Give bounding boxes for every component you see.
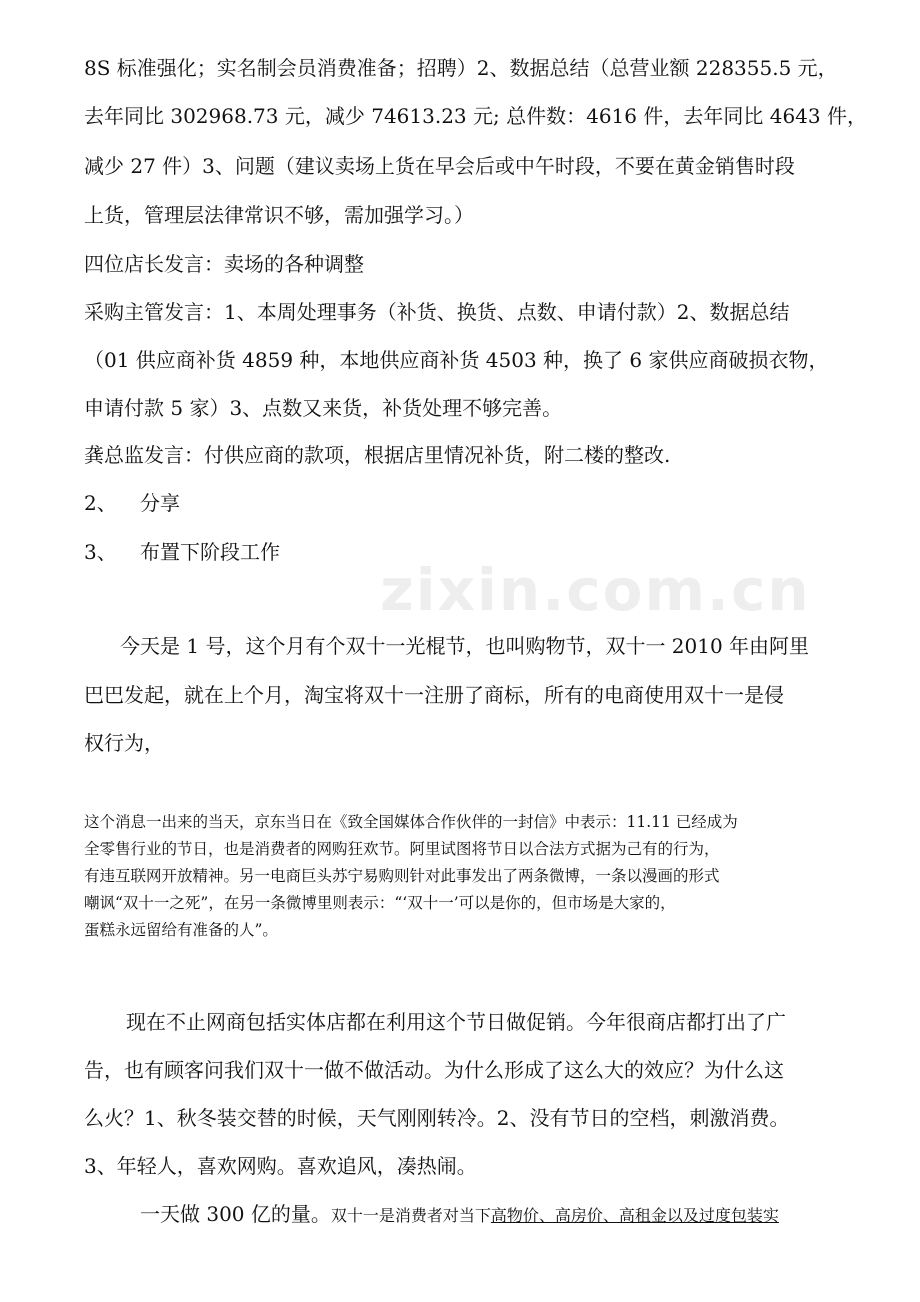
list-item [84, 489, 850, 517]
paragraph-line: 今天是 1 号，这个月有个双十一光棍节，也叫购物节，双十一 2010 年由阿里 [120, 634, 810, 658]
quote-line: 这个消息一出来的当天，京东当日在《致全国媒体合作伙伴的一封信》中表示：11.11 已经成为 [84, 813, 738, 831]
underlined-text: 高物价、高房价、高租金以及过度包装实 [490, 1206, 779, 1225]
list-text: 布置下阶段工作 [140, 540, 280, 564]
watermark: zixin.com.cn [380, 556, 811, 624]
small-text: 双十一是消费者对当下 [330, 1206, 491, 1225]
list-item [84, 538, 850, 566]
paragraph-director: 龚总监发言：付供应商的款项，根据店里情况补货，附二楼的整改. [84, 443, 671, 467]
quote-line: 嘲讽“双十一之死”，在另一条微博里则表示：“‘双十一’可以是你的，但市场是大家的， [84, 894, 676, 912]
paragraph-line: 现在不止网商包括实体店都在利用这个节日做促销。今年很商店都打出了广 [126, 1010, 786, 1034]
paragraph-line: 去年同比 302968.73 元，减少 74613.23 元; 总件数：4616 件，去年同比 4643 件， [84, 104, 867, 128]
list-text: 分享 [140, 491, 180, 515]
paragraph-line: 3、年轻人，喜欢网购。喜欢追风，凑热闹。 [84, 1154, 477, 1178]
quote-line: 有违互联网开放精神。另一电商巨头苏宁易购则针对此事发出了两条微博，一条以漫画的形式 [84, 867, 720, 885]
paragraph-store-managers: 四位店长发言：卖场的各种调整 [84, 252, 364, 276]
paragraph-line: 告，也有顾客问我们双十一做不做活动。为什么形成了这么大的效应？为什么这 [84, 1058, 784, 1082]
paragraph-line: 么火？1、秋冬装交替的时候，天气刚刚转冷。2、没有节日的空档，刺激消费。 [84, 1106, 790, 1130]
paragraph-line [140, 1200, 850, 1230]
paragraph-line: 采购主管发言：1、本周处理事务（补货、换货、点数、申请付款）2、数据总结 [84, 300, 790, 324]
paragraph-line: 8S 标准强化；实名制会员消费准备；招聘）2、数据总结（总营业额 228355.5 元， [84, 56, 838, 80]
paragraph-line: 权行为， [84, 731, 164, 755]
quote-line: 全零售行业的节日，也是消费者的网购狂欢节。阿里试图将节日以合法方式据为己有的行为， [84, 840, 720, 858]
paragraph-line: 上货，管理层法律常识不够，需加强学习。） [84, 203, 474, 227]
list-number: 2、 [84, 491, 117, 515]
quote-line: 蛋糕永远留给有准备的人”。 [84, 921, 278, 939]
list-number: 3、 [84, 540, 117, 564]
lead-text: 一天做 300 亿的量。 [140, 1202, 331, 1226]
paragraph-line: （01 供应商补货 4859 种，本地供应商补货 4503 种，换了 6 家供应商破损衣物， [84, 348, 829, 372]
paragraph-line: 申请付款 5 家）3、点数又来货，补货处理不够完善。 [84, 396, 563, 420]
paragraph-line: 巴巴发起，就在上个月，淘宝将双十一注册了商标，所有的电商使用双十一是侵 [84, 683, 784, 707]
paragraph-line: 减少 27 件）3、问题（建议卖场上货在早会后或中午时段，不要在黄金销售时段 [84, 154, 795, 178]
